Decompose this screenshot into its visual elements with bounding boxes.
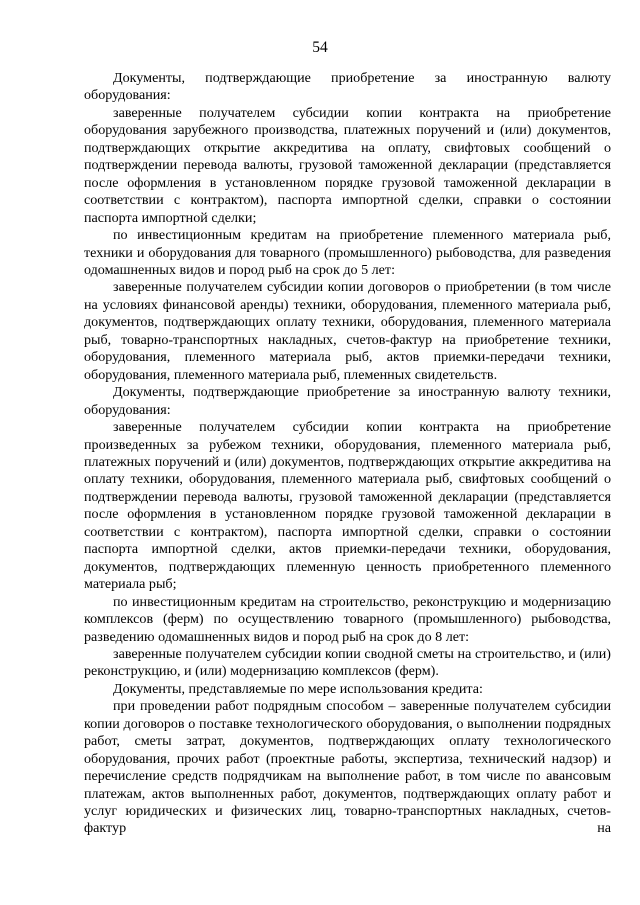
paragraph: заверенные получателем субсидии копии контракта на приобретение произведенных за рубежом техники, оборудования, племенного материала рыб, платежных поручений и (или) документов, подтверждающих открытие аккредитива на оплату техники, оборудования, племенного материала рыб, свифтовых сообщений о подтверждении перевода валюты, грузовой таможенной декларации (представляется после оформления в установленном порядке грузовой таможенной декларации в соответствии с контрактом), паспорта импортной сделки, справки о состоянии паспорта импортной сделки, актов приемки-передачи техники, оборудования, документов, подтверждающих племенную ценность приобретенного племенного материала рыб; <box>84 419 611 593</box>
paragraph: Документы, подтверждающие приобретение за иностранную валюту техники, оборудования: <box>84 384 611 418</box>
paragraph: по инвестиционным кредитам на строительство, реконструкцию и модернизацию комплексов (ферм) по осуществлению товарного (промышленного) рыбоводства, разведению одомашненных видов и пород рыб на срок до 8 лет: <box>84 593 611 645</box>
paragraph: при проведении работ подрядным способом – заверенные получателем субсидии копии договоров о поставке технологического оборудования, о выполнении подрядных работ, сметы затрат, документов, подтверждающих оплату технологического оборудования, прочих работ (проектные работы, экспертиза, технический надзор) и перечисление средств подрядчикам на выполнение работ, в том числе по авансовым платежам, актов выполненных работ, документов, подтверждающих оплату работ и услуг юридических и физических лиц, товарно-транспортных накладных, счетов-фактур на <box>84 698 611 837</box>
paragraph: заверенные получателем субсидии копии договоров о приобретении (в том числе на условиях финансовой аренды) техники, оборудования, племенного материала рыб, документов, подтверждающих оплату техники, оборудования, племенного материала рыб, товарно-транспортных накладных, счетов-фактур на приобретение техники, оборудования, племенного материала рыб, актов приемки-передачи техники, оборудования, племенного материала рыб, племенных свидетельств. <box>84 279 611 383</box>
page-number: 54 <box>312 39 328 56</box>
paragraph: Документы, представляемые по мере использования кредита: <box>113 680 483 697</box>
paragraph: заверенные получателем субсидии копии сводной сметы на строительство, и (или) реконструкцию, и (или) модернизацию комплексов (ферм). <box>84 645 611 680</box>
paragraph: Документы, подтверждающие приобретение за иностранную валюту оборудования: <box>84 70 611 104</box>
document-body <box>84 70 611 838</box>
paragraph: по инвестиционным кредитам на приобретение племенного материала рыб, техники и оборудования для товарного (промышленного) рыбоводства, для разведения одомашненных видов и пород рыб на срок до 5 лет: <box>84 227 611 278</box>
paragraph: заверенные получателем субсидии копии контракта на приобретение оборудования зарубежного производства, платежных поручений и (или) документов, подтверждающих открытие аккредитива на оплату, свифтовых сообщений о подтверждении перевода валюты, грузовой таможенной декларации (представляется после оформления в установленном порядке грузовой таможенной декларации в соответствии с контрактом), паспорта импортной сделки, справки о состоянии паспорта импортной сделки; <box>84 104 611 226</box>
